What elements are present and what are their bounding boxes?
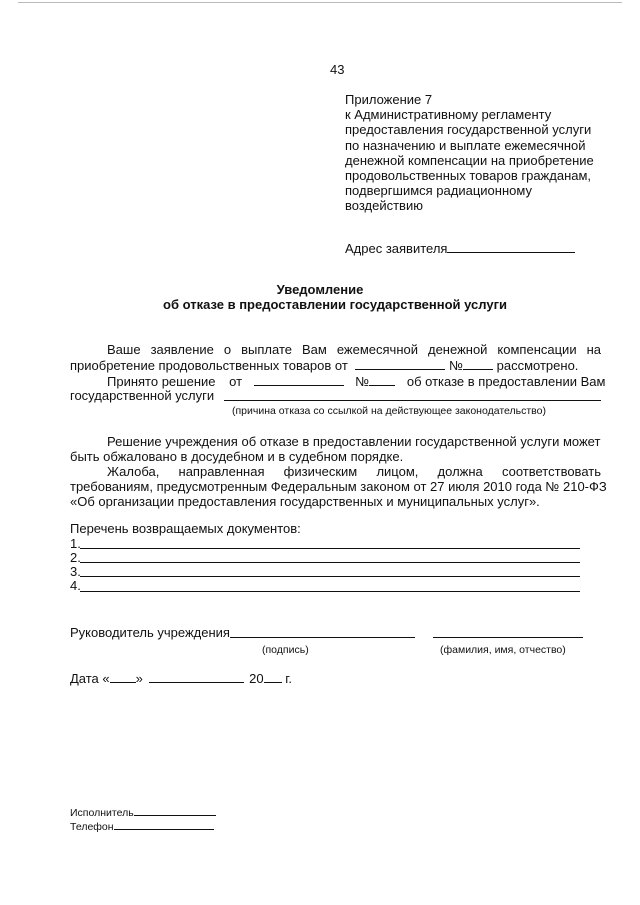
item-number: 3.: [70, 564, 81, 579]
para1-text: приобретение продовольственных товаров от: [70, 358, 348, 373]
para1-text-end: рассмотрено.: [496, 358, 579, 373]
para3-line2: быть обжаловано в досудебном и в судебном порядке.: [70, 449, 404, 464]
number-sign: №: [449, 358, 464, 373]
date-line: [70, 670, 292, 686]
refusal-reason-hint: (причина отказа со ссылкой на действующее законодательство): [232, 405, 546, 417]
appendix-line: предоставления государственной услуги: [345, 122, 592, 138]
refusal-reason-field[interactable]: [224, 400, 601, 401]
para4-line2: требованиям, предусмотренным Федеральным законом от 27 июля 2010 года № 210-ФЗ: [70, 479, 607, 494]
executor-label: Исполнитель: [70, 807, 134, 819]
appendix-block: [345, 92, 594, 214]
documents-label: Перечень возвращаемых документов:: [70, 521, 301, 536]
title-line2: об отказе в предоставлении государственной услуги: [163, 297, 507, 312]
para3-line1: Решение учреждения об отказе в предоставлении государственной услуги может: [107, 434, 601, 449]
date-month-field[interactable]: [149, 670, 244, 683]
full-name-field[interactable]: [433, 637, 583, 638]
head-signature-label: Руководитель учреждения: [70, 625, 230, 640]
para1-line1: Ваше заявление о выплате Вам ежемесячной денежной компенсации на: [107, 342, 601, 357]
application-date-field[interactable]: [355, 357, 445, 370]
executor-field[interactable]: [134, 805, 216, 816]
para2-service: государственной услуги: [70, 388, 215, 403]
phone-field[interactable]: [114, 819, 214, 830]
appendix-line: воздействию: [345, 198, 423, 214]
appendix-line: денежной компенсации на приобретение: [345, 152, 594, 168]
number-sign: №: [355, 374, 370, 389]
item-number: 2.: [70, 550, 81, 565]
page-number: 43: [330, 62, 345, 77]
applicant-address-field[interactable]: [447, 240, 575, 253]
decision-number-field[interactable]: [369, 373, 395, 386]
scan-edge: [18, 2, 622, 3]
signature-field[interactable]: [230, 637, 415, 638]
decision-date-field[interactable]: [254, 373, 344, 386]
para1-line2: [70, 357, 578, 373]
date-year-field[interactable]: [264, 670, 282, 683]
document-field-1[interactable]: [80, 548, 580, 549]
appendix-line: продовольственных товаров гражданам,: [345, 168, 592, 184]
date-day-field[interactable]: [110, 670, 136, 683]
para2-text-end: об отказе в предоставлении Вам: [406, 374, 606, 389]
applicant-address-label: Адрес заявителя: [345, 241, 448, 256]
application-number-field[interactable]: [463, 357, 493, 370]
document-field-4[interactable]: [80, 591, 580, 592]
date-year-prefix: 20: [249, 671, 264, 686]
document-field-3[interactable]: [80, 576, 580, 577]
phone-line: [70, 819, 214, 835]
title-line1: Уведомление: [276, 282, 364, 297]
applicant-address: [345, 240, 575, 256]
para2-from: от: [229, 374, 243, 389]
item-number: 4.: [70, 578, 81, 593]
document-field-2[interactable]: [80, 562, 580, 563]
para4-line1: Жалоба, направленная физическим лицом, должна соответствовать: [107, 464, 601, 479]
para4-line3: «Об организации предоставления государственных и муниципальных услуг».: [70, 494, 540, 509]
signature-hint: (подпись): [262, 644, 309, 656]
appendix-line: Приложение 7: [345, 92, 433, 107]
para2-line2: [70, 388, 214, 403]
date-quote-close: »: [135, 671, 143, 686]
appendix-line: по назначению и выплате ежемесячной: [345, 137, 586, 153]
item-number: 1.: [70, 536, 81, 551]
phone-label: Телефон: [70, 821, 114, 833]
date-label: Дата «: [70, 671, 110, 686]
para2-text: Принято решение: [107, 374, 216, 389]
full-name-hint: (фамилия, имя, отчество): [440, 644, 566, 656]
date-year-suffix: г.: [285, 671, 292, 686]
appendix-line: к Административному регламенту: [345, 107, 552, 123]
appendix-line: подвергшимся радиационному: [345, 183, 532, 199]
para2-line1: [107, 373, 605, 389]
